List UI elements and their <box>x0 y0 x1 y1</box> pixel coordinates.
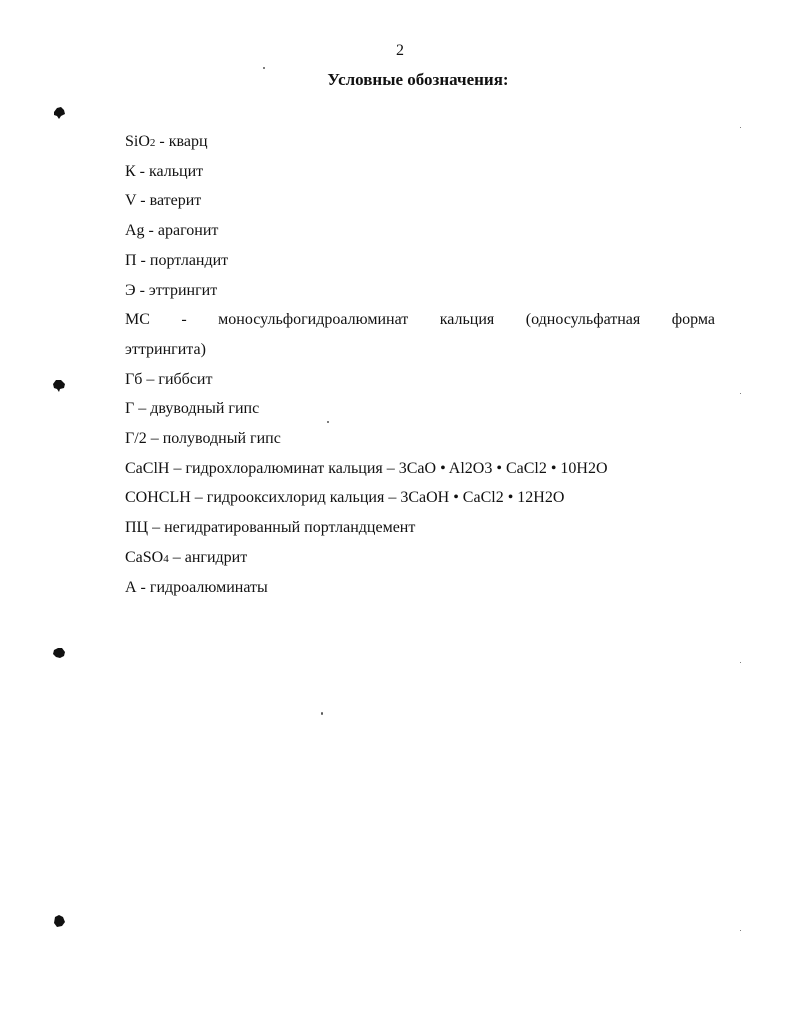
legend-item-gypsum-dihydrate: Г – двуводный гипс <box>125 400 260 418</box>
punch-hole-mark-icon <box>52 379 66 393</box>
legend-item-calcite: К - кальцит <box>125 162 204 180</box>
page-number: 2 <box>396 42 404 59</box>
legend-item-vaterite: V - ватерит <box>125 192 202 210</box>
legend-item-monosulfate-line1: МС - моносульфогидроалюминат кальция (односульфатная форма <box>125 311 715 329</box>
scan-speck <box>740 662 741 663</box>
legend-description: - кварц <box>155 133 208 150</box>
legend-description: – ангидрит <box>168 548 248 566</box>
punch-hole-mark-icon <box>52 106 66 120</box>
legend-subscript: 4 <box>163 552 169 565</box>
legend-symbol: SiO <box>125 133 150 150</box>
scan-speck <box>263 67 265 69</box>
legend-item-hydroxychloride: COHCLH – гидрооксихлорид кальция – 3CaOH • CaCl2 • 12H2O <box>125 489 565 507</box>
scan-speck <box>321 712 323 715</box>
legend-item-aragonite: Ag - арагонит <box>125 222 219 240</box>
punch-hole-mark-icon <box>52 914 66 928</box>
legend-item-portland-cement: ПЦ – негидратированный портландцемент <box>125 519 416 537</box>
legend-item-chloroaluminate: CaClH – гидрохлоралюминат кальция – 3CaO • Al2O3 • CaCl2 • 10H2O <box>125 459 608 477</box>
scan-speck <box>327 421 329 423</box>
legend-item-gibbsite: Гб – гиббсит <box>125 370 213 388</box>
legend-item-hydroaluminates: А - гидроалюминаты <box>125 578 268 596</box>
legend-symbol: CaSO <box>125 548 164 566</box>
legend-subscript: 2 <box>149 137 156 149</box>
punch-hole-mark-icon <box>52 646 66 660</box>
legend-item-ettringite: Э - эттрингит <box>125 281 218 299</box>
page-title: Условные обозначения: <box>327 70 509 89</box>
legend-item-anhydrite <box>125 543 715 573</box>
legend-item-quartz <box>125 127 715 157</box>
legend-list <box>125 127 715 602</box>
legend-item-monosulfate <box>125 305 715 364</box>
legend-item-monosulfate-line2: эттрингита) <box>125 340 206 358</box>
scan-speck <box>740 930 741 931</box>
legend-item-gypsum-hemihydrate: Г/2 – полуводный гипс <box>125 430 281 448</box>
legend-item-portlandite: П - портландит <box>125 251 229 269</box>
scan-speck <box>740 127 741 128</box>
scan-speck <box>740 393 741 394</box>
